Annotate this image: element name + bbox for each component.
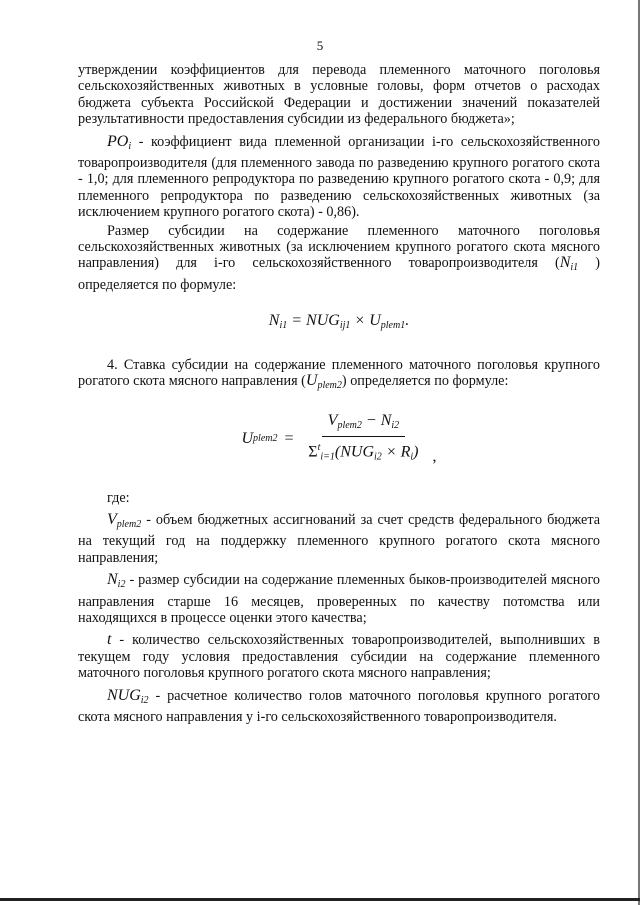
page-number: 5: [316, 38, 324, 53]
formula2-den-nug-sub: i2: [374, 451, 382, 463]
formula2-den-body: (NUG: [334, 443, 375, 461]
var-n-i1-sub: i1: [570, 262, 579, 274]
formula2-numerator: [322, 413, 405, 437]
definition-n-i2-text: - размер субсидии на содержание племенных быков-производителей мясного направления старше 16 месяцев, проверенных по качеству потомства или находящихся в процессе оценки этого качества;: [78, 572, 600, 627]
formula2-fraction: [302, 413, 424, 466]
definition-v-plem2: [78, 512, 600, 566]
definition-po-text: - коэффициент вида племенной организации i-го сельскохозяйственного товаропроизводителя (для племенного завода по разведению крупного рогатого скота - 1,0; для племенного репродуктора по разведению крупного рогатого скота - 0,9; для племенного репродуктора по разведению сельскохозяйственных животных (за исключением крупного рогатого скота) - 0,86).: [78, 133, 600, 221]
document-body: [78, 62, 600, 726]
formula-u-plem2: [78, 413, 600, 466]
var-t: t: [107, 631, 112, 649]
formula1-times: × U: [350, 312, 381, 330]
definition-n-i2: [78, 572, 600, 626]
var-u-plem2: U: [305, 372, 318, 390]
formula2-num-minus: − N: [361, 411, 392, 429]
var-u-plem2-sub: plem2: [317, 380, 342, 392]
paragraph-subsidy-size-end: ) определяется по формуле:: [78, 255, 600, 293]
paragraph-subsidy-size-text: Размер субсидии на содержание племенного маточного поголовья сельскохозяйственных животных (за исключением крупного рогатого скота мясного направления) для i-го сельскохозяйственного товаропроизводителя (: [78, 222, 600, 272]
definition-nug-i2: [78, 688, 600, 726]
definition-nug-text: - расчетное количество голов маточного поголовья крупного рогатого скота мясного направления у i-го сельскохозяйственного товаропроизводителя.: [78, 687, 600, 726]
formula-n-i1: [78, 313, 600, 334]
formula2-num-v-sub: plem2: [337, 419, 362, 431]
var-v: V: [107, 511, 117, 529]
var-nug: NUG: [107, 686, 141, 704]
formula2-lhs: U: [241, 429, 254, 447]
definition-po: [78, 134, 600, 221]
formula2-eq: =: [283, 429, 295, 447]
formula2-den-r-sub: i: [410, 451, 414, 463]
formula2-den-sup: t: [317, 441, 321, 453]
definition-v-text: - объем бюджетных ассигнований за счет средств федерального бюджета на текущий год на поддержку племенного крупного рогатого скота мясного направления;: [78, 512, 600, 566]
scan-bottom-edge: [0, 898, 640, 901]
formula2-num-v: V: [327, 411, 338, 429]
formula2-denominator: [302, 437, 424, 466]
paragraph-rate-text: 4. Ставка субсидии на содержание племенного маточного поголовья крупного рогатого скота мясного направления (: [78, 356, 600, 390]
var-v-sub: plem2: [116, 519, 142, 531]
definition-t-text: - количество сельскохозяйственных товаропроизводителей, выполнивших в текущем году условия предоставления субсидии на содержание племенного маточного поголовья крупного рогатого скота мясного направления;: [78, 632, 600, 682]
paragraph-rate: [78, 357, 600, 395]
formula2-den-sigma: Σ: [308, 443, 318, 461]
formula2-lhs-sub: plem2: [253, 432, 278, 444]
paragraph-continuation: утверждении коэффициентов для перевода племенного маточного поголовья сельскохозяйственных животных в условные головы, форм отчетов о расходах бюджета субъекта Российской Федерации и достижении значений показателей результативности предоставления субсидии из федерального бюджета»;: [78, 62, 600, 128]
formula1-end: .: [405, 312, 410, 330]
var-n-i1: N: [559, 254, 571, 272]
definition-t: [78, 632, 600, 681]
var-po-sub: i: [128, 140, 132, 152]
var-po: PO: [107, 132, 129, 150]
var-nug-sub: i2: [140, 694, 149, 706]
formula1-lhs: N: [268, 312, 280, 330]
where-label: где:: [107, 489, 130, 506]
formula2-den-times: × R: [381, 443, 411, 461]
formula2-trail: ,: [432, 448, 437, 466]
formula1-nug-sub: ij1: [339, 320, 351, 332]
formula2-num-n-sub: i2: [391, 419, 400, 431]
formula2-den-sub: i=1: [320, 451, 335, 463]
formula2-den-close: ): [413, 443, 419, 461]
formula1-lhs-sub: i1: [279, 320, 288, 332]
var-n-i2-sub: i2: [117, 579, 126, 591]
paragraph-subsidy-size: [78, 223, 600, 294]
formula1-u-sub: plem1: [380, 320, 406, 332]
paragraph-rate-end: ) определяется по формуле:: [341, 373, 509, 390]
var-n-i2: N: [107, 571, 118, 589]
formula1-eq: = NUG: [287, 312, 340, 330]
